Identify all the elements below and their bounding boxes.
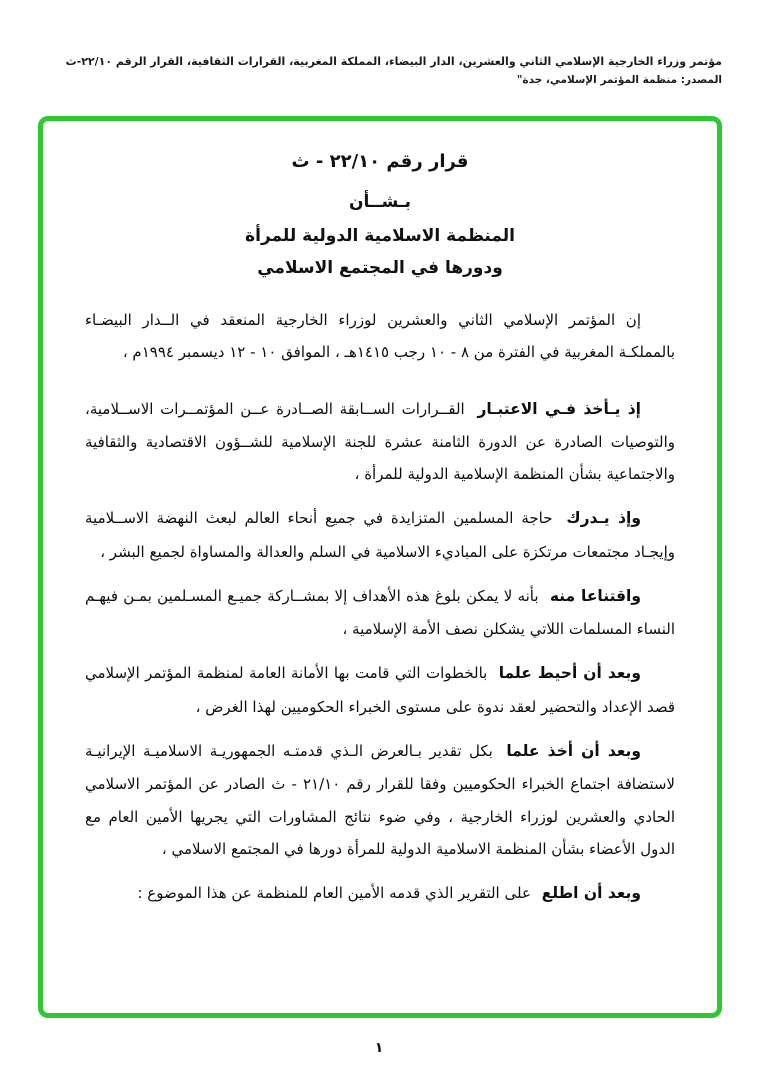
title-role: ودورها في المجتمع الاسلامي (257, 258, 503, 278)
paragraph-text: بالخطوات التي قامت بها الأمانة العامة لمنظمة المؤتمر الإسلامي قصد الإعداد والتحضير لعقد ندوة على مستوى الخبراء الحكوميين لهذا الغرض ، (85, 664, 675, 716)
paragraph-reviewed-report (85, 877, 675, 910)
paragraph-lead-bold: وإذ يـدرك (566, 509, 641, 528)
paragraph-preamble (85, 304, 675, 369)
paragraph-lead-bold: وبعد أن أحيط علما (498, 664, 641, 683)
paragraph-taking-into-account (85, 393, 675, 491)
paragraph-text: بأنه لا يمكن بلوغ هذه الأهداف إلا بمشــاركة جميـع المسـلمين بمـن فيهـم النساء المسلمات اللاتي يشكلن نصف الأمة الإسلامية ، (85, 586, 675, 639)
paragraph-lead-bold: وبعد أن أخذ علما (506, 742, 641, 760)
document-body (43, 121, 717, 942)
title-concerning: بـشــأن (348, 192, 411, 212)
page-header (36, 52, 722, 90)
paragraph-convinced (85, 580, 675, 646)
page-number: ١ (374, 1040, 384, 1056)
header-source-line-2: المصدر: منظمة المؤتمر الإسلامي، جدة" (516, 74, 722, 87)
paragraph-text: على التقرير الذي قدمه الأمين العام للمنظمة عن هذا الموضوع : (137, 884, 531, 903)
document-green-frame (38, 116, 722, 1018)
paragraph-lead-bold: إذ يـأخذ فـي الاعتبـار (477, 399, 641, 418)
paragraph-noted-offer (85, 735, 675, 865)
resolution-number-title: قرار رقم ٢٢/١٠ - ث (291, 151, 469, 172)
title-block (85, 151, 675, 278)
title-organization: المنظمة الاسلامية الدولية للمرأة (245, 226, 515, 246)
paragraph-informed (85, 657, 675, 723)
paragraph-realizing (85, 502, 675, 568)
paragraph-text: حاجة المسلمين المتزايدة في جميع أنحاء العالم لبعث النهضة الاســلامية وإيجـاد مجتمعات مرتكزة على المباديء الاسلامية في السلم والعدالة والمساواة لجميع البشر ، (85, 509, 675, 561)
paragraph-text: القــرارات الســابقة الصــادرة عــن المؤتمــرات الاســلامية، والتوصيات الصادرة عن الدورة الثامنة عشرة للجنة الإسلامية للشــؤون الاقتصادية والثقافية والاجتماعية بشأن المنظمة الإسلامية الدولية للمرأة ، (85, 399, 675, 484)
header-source-line-1: مؤتمر وزراء الخارجية الإسلامي الثاني والعشرين، الدار البيضاء، المملكة المغربية، القرارات الثقافية، القرار الرقم ٢٢/١٠-ث (65, 55, 722, 68)
paragraph-lead-bold: واقتناعا منه (549, 586, 641, 605)
paragraph-text: إن المؤتمر الإسلامي الثاني والعشرين لوزراء الخارجية المنعقد في الــدار البيضـاء بالمملكـة المغربية في الفترة من ٨ - ١٠ رجب ١٤١٥هـ ، الموافق ١٠ - ١٢ ديسمبر ١٩٩٤م ، (85, 311, 675, 362)
paragraph-text: بكل تقدير بـالعرض الـذي قدمتـه الجمهوريـة الاسلاميـة الإيرانيـة لاستضافة اجتماع الخبراء الحكوميين وفقا للقرار رقم ٢١/١٠ - ث الصادر عن المؤتمر الاسلامي الحادي والعشرين لوزراء الخارجية ، وفي ضوء نتائج المشاورات التي يجريها الأمين العام مع الدول الأعضاء بشأن المنظمة الاسلامية الدولية للمرأة دورها في المجتمع الاسلامي ، (85, 742, 675, 858)
paragraph-lead-bold: وبعد أن اطلع (541, 884, 641, 903)
